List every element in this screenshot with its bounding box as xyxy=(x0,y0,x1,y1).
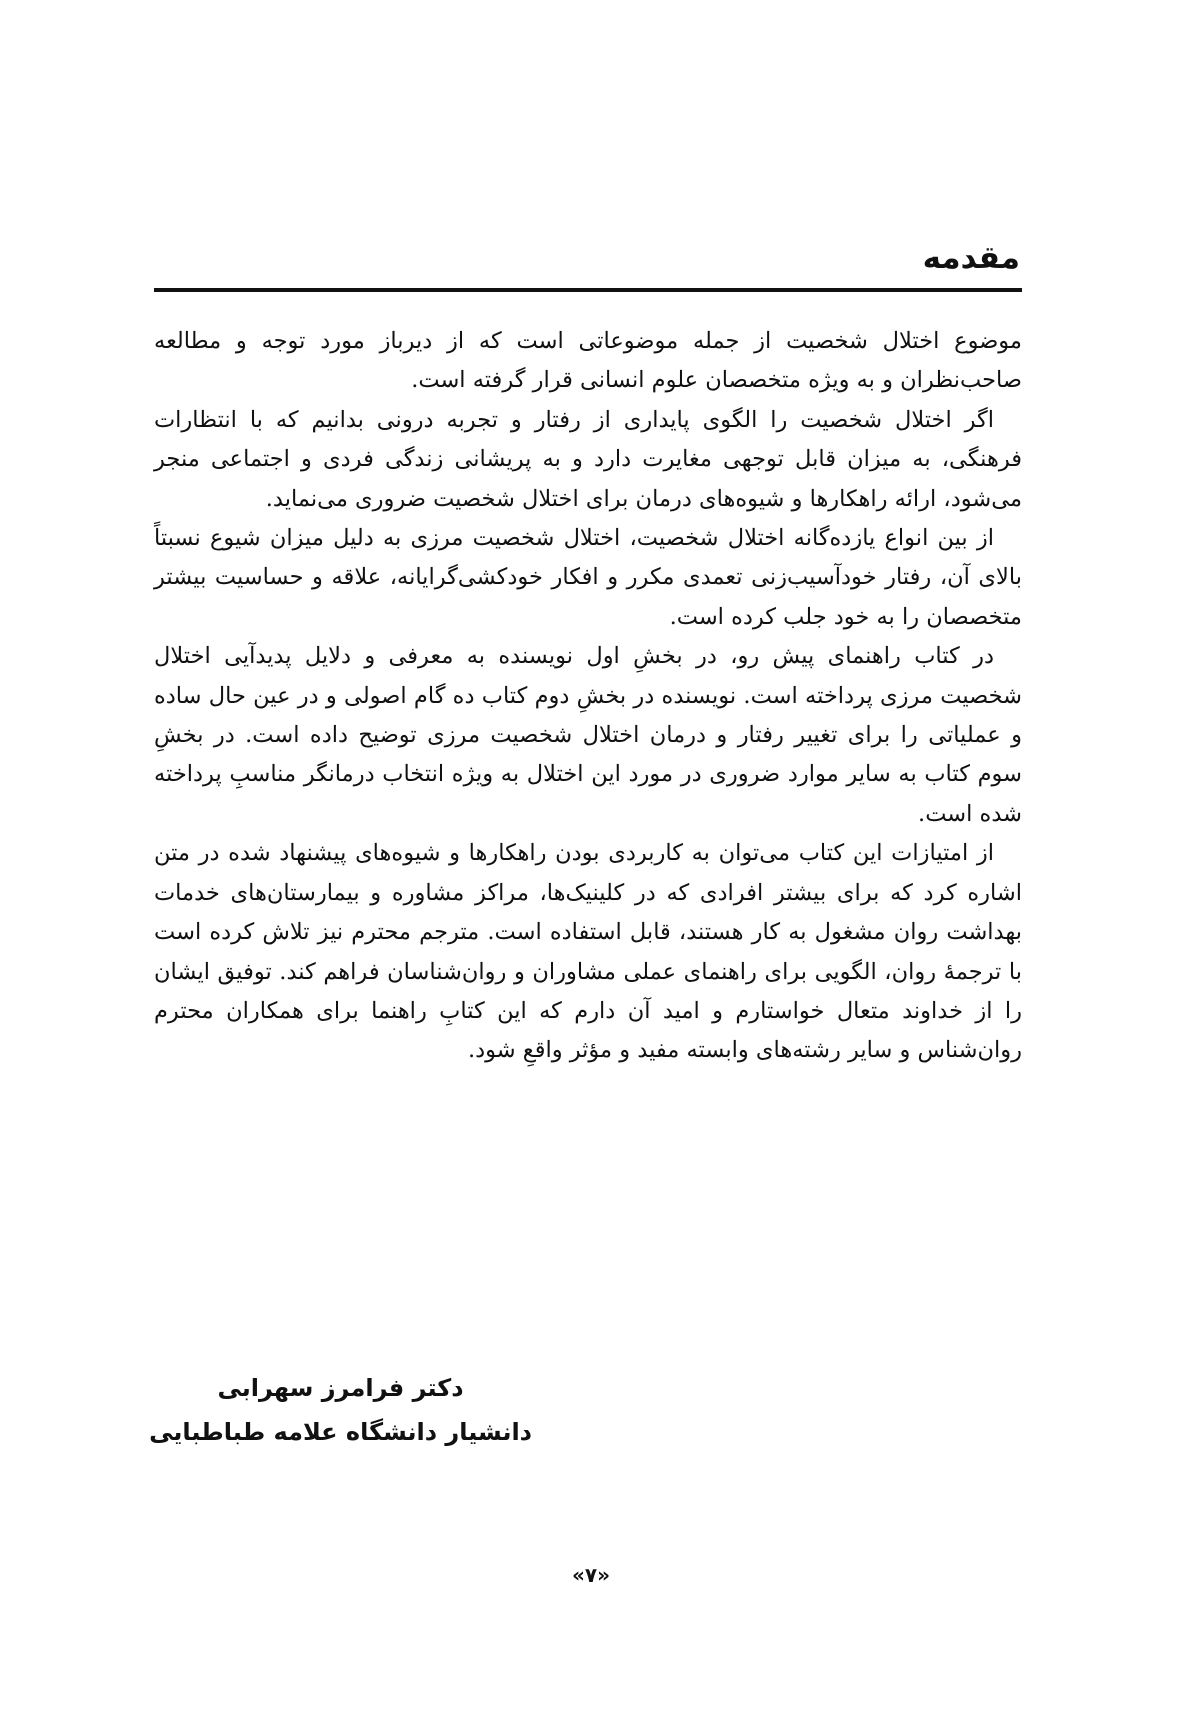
title-divider xyxy=(154,288,1022,292)
body-text xyxy=(154,322,1022,1071)
page-title: مقدمه xyxy=(922,240,1020,276)
paragraph: موضوع اختلال شخصیت از جمله موضوعاتی است که از دیرباز مورد توجه و مطالعه صاحب‌نظران و به ویژه متخصصان علوم انسانی قرار گرفته است. xyxy=(154,328,1022,394)
paragraph: اگر اختلال شخصیت را الگوی پایداری از رفتار و تجربه درونی بدانیم که با انتظارات فرهنگی، به میزان قابل توجهی مغایرت دارد و به پریشانی زندگی فردی و اجتماعی منجر می‌شود، ارائه راهکارها و شیوه‌های درمان برای اختلال شخصیت ضروری می‌نماید. xyxy=(154,406,1022,512)
paragraph: در کتاب راهنمای پیش رو، در بخشِ اول نویسنده به معرفی و دلایل پدیدآیی اختلال شخصیت مرزی پرداخته است. نویسنده در بخشِ دوم کتاب ده گام اصولی و در عین حال ساده و عملیاتی را برای تغییر رفتار و درمان اختلال شخصیت مرزی توضیح داده است. در بخشِ سوم کتاب به سایر موارد ضروری در مورد این اختلال به ویژه انتخاب درمانگر مناسبِ پرداخته شده است. xyxy=(154,643,1022,827)
page-number: «۷» xyxy=(571,1563,611,1587)
paragraph: از بین انواع یازده‌گانه اختلال شخصیت، اختلال شخصیت مرزی به دلیل میزان شیوع نسبتاً بالای آن، رفتار خودآسیب‌زنی تعمدی مکرر و افکار خودکشی‌گرایانه، علاقه و حساسیت بیشتر متخصصان را به خود جلب کرده است. xyxy=(154,525,1022,630)
signature-block xyxy=(149,1366,532,1454)
author-name: دکتر فرامرز سهرابی xyxy=(217,1374,464,1402)
author-position: دانشیار دانشگاه علامه طباطبایی xyxy=(149,1418,532,1446)
paragraph: از امتیازات این کتاب می‌توان به کاربردی بودن راهکارها و شیوه‌های پیشنهاد شده در متن اشاره کرد که برای بیشتر افرادی که در کلینیک‌ها، مراکز مشاوره و بیمارستان‌های خدمات بهداشت روان مشغول به کار هستند، قابل استفاده است. مترجم محترم نیز تلاش کرده است با ترجمۀ روان، الگویی برای راهنمای عملی مشاوران و روان‌شناسان فراهم کند. توفیق ایشان را از خداوند متعال خواستارم و امید آن دارم که این کتابِ راهنما برای همکاران محترم روان‌شناس و سایر رشته‌های وابسته مفید و مؤثر واقعِ شود. xyxy=(154,840,1022,1064)
